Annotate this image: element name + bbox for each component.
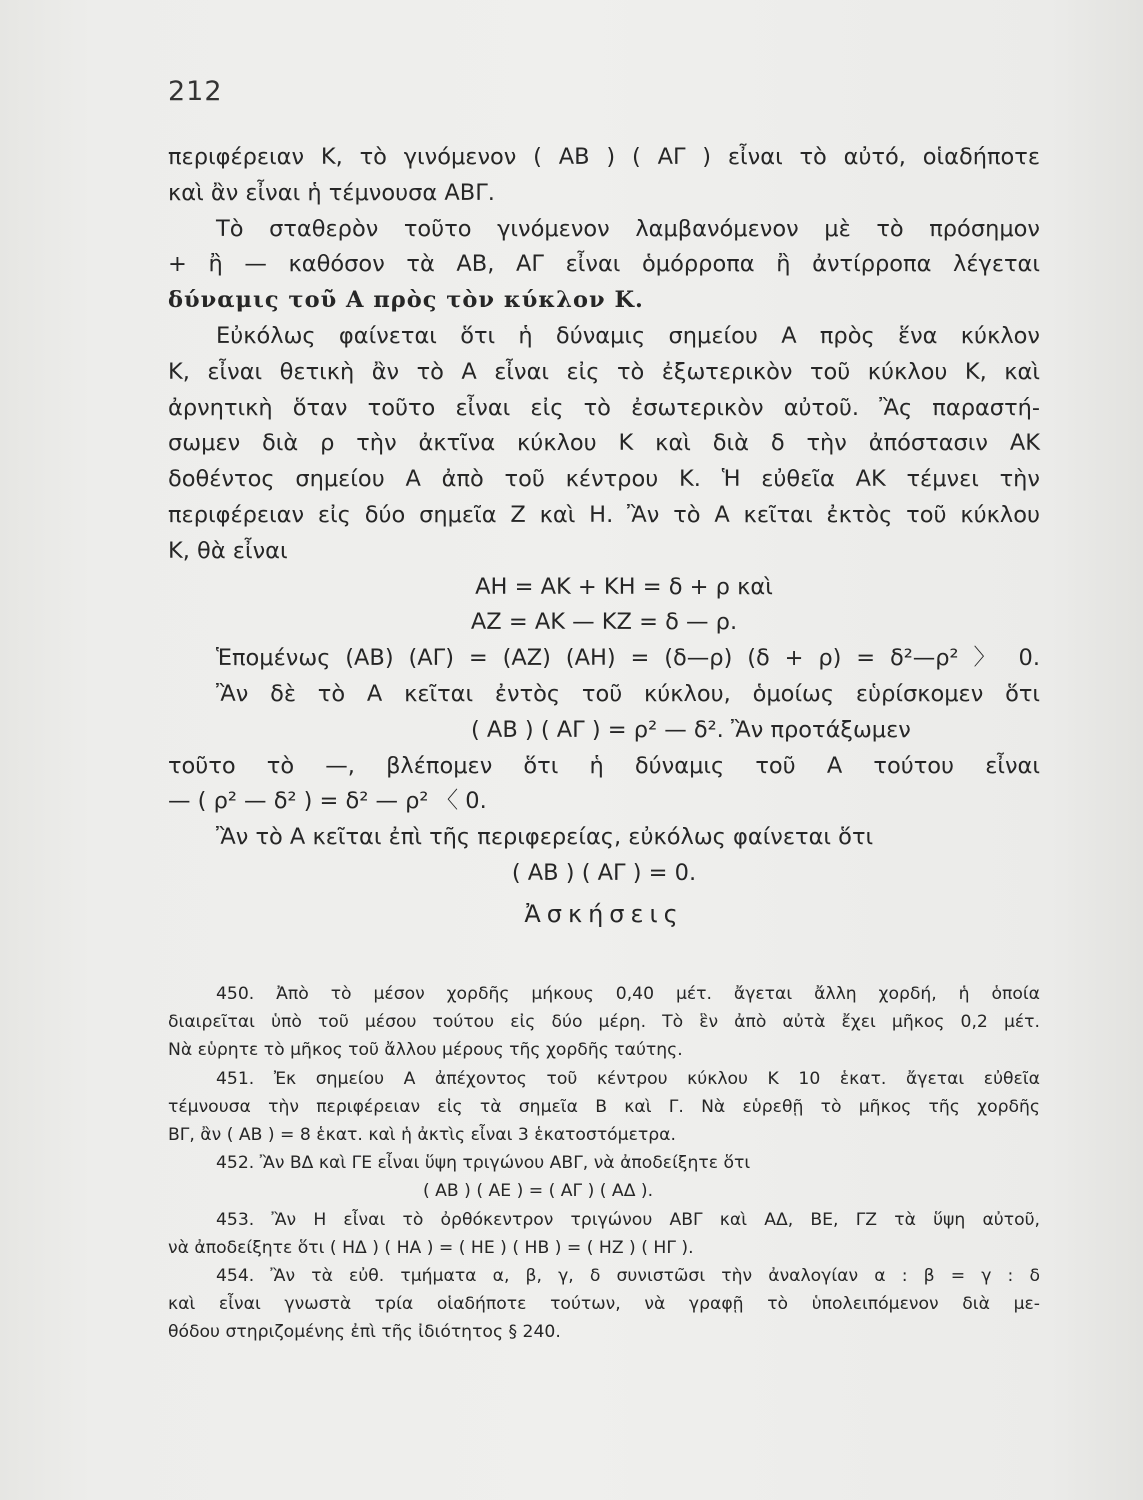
- text-line: περιφέρειαν Κ, τὸ γινόμενον ( ΑΒ ) ( ΑΓ ) εἶναι τὸ αὐτό, οἱαδήποτε: [168, 144, 1040, 170]
- text-line: περιφέρειαν εἰς δύο σημεῖα Ζ καὶ Η. Ἂν τὸ Α κεῖται ἐκτὸς τοῦ κύκλου: [168, 501, 1040, 528]
- text-line: ἀρνητικὴ ὅταν τοῦτο εἶναι εἰς τὸ ἐσωτερικὸν αὐτοῦ. Ἂς παραστή-: [168, 394, 1040, 421]
- section-heading: Ἀσκήσεις: [524, 900, 684, 928]
- equation: ΑΗ = ΑΚ + ΚΗ = δ + ρ καὶ: [475, 573, 773, 600]
- equation: ( ΑΒ ) ( ΑΓ ) = ρ² — δ². Ἂν προτάξωμεν: [471, 716, 911, 743]
- main-text: [168, 140, 1040, 892]
- exercise-line: διαιρεῖται ὑπὸ τοῦ μέσου τούτου εἰς δύο μέρη. Τὸ ἓν ἀπὸ αὐτὰ ἔχει μῆκος 0,2 μέτ.: [168, 1012, 1040, 1033]
- text-line: + ἢ — καθόσον τὰ ΑΒ, ΑΓ εἶναι ὁμόρροπα ἢ ἀντίρροπα λέγεται: [168, 251, 1040, 278]
- exercise-equation: ( ΑΒ ) ( ΑΕ ) = ( ΑΓ ) ( ΑΔ ).: [423, 1181, 654, 1202]
- exercise-line: 453. Ἂν Η εἶναι τὸ ὀρθόκεντρον τριγώνου ΑΒΓ καὶ ΑΔ, ΒΕ, ΓΖ τὰ ὕψη αὐτοῦ,: [216, 1209, 1040, 1230]
- equation: — ( ρ² — δ² ) = δ² — ρ² 〈 0.: [168, 788, 487, 815]
- text-line: Εὐκόλως φαίνεται ὅτι ἡ δύναμις σημείου Α πρὸς ἕνα κύκλον: [216, 322, 1040, 349]
- exercise-line: Νὰ εὑρητε τὸ μῆκος τοῦ ἄλλου μέρους τῆς χορδῆς ταύτης.: [168, 1040, 683, 1061]
- exercise-item: [168, 1149, 1040, 1205]
- text-line: τοῦτο τὸ —, βλέπομεν ὅτι ἡ δύναμις τοῦ Α τούτου εἶναι: [168, 752, 1040, 779]
- exercise-line: θόδου στηριζομένης ἐπὶ τῆς ἰδιότητος § 240.: [168, 1322, 561, 1343]
- exercise-line: 450. Ἀπὸ τὸ μέσον χορδῆς μήκους 0,40 μέτ. ἄγεται ἄλλη χορδή, ἡ ὁποία: [216, 984, 1040, 1004]
- exercise-line: 454. Ἂν τὰ εὐθ. τμήματα α, β, γ, δ συνιστῶσι τὴν ἀναλογίαν α : β = γ : δ: [216, 1266, 1040, 1287]
- exercise-item: [168, 1065, 1040, 1150]
- equation: Ἑπομένως (ΑΒ) (ΑΓ) = (ΑΖ) (ΑΗ) = (δ—ρ) (δ + ρ) = δ²—ρ² 〉 0.: [216, 645, 1040, 672]
- text-line: δοθέντος σημείου Α ἀπὸ τοῦ κέντρου Κ. Ἡ εὐθεῖα ΑΚ τέμνει τὴν: [168, 466, 1040, 493]
- exercise-item: [168, 1206, 1040, 1262]
- text-line: Ἂν δὲ τὸ Α κεῖται ἐντὸς τοῦ κύκλου, ὁμοίως εὑρίσκομεν ὅτι: [216, 680, 1040, 707]
- text-line: Κ, εἶναι θετικὴ ἂν τὸ Α εἶναι εἰς τὸ ἐξωτερικὸν τοῦ κύκλου Κ, καὶ: [168, 358, 1040, 385]
- exercise-line: τέμνουσα τὴν περιφέρειαν εἰς τὰ σημεῖα Β καὶ Γ. Νὰ εὑρεθῇ τὸ μῆκος τῆς χορδῆς: [168, 1096, 1040, 1117]
- exercise-line: καὶ εἶναι γνωστὰ τρία οἱαδήποτε τούτων, νὰ γραφῇ τὸ ὑπολειπόμενον διὰ με-: [168, 1294, 1040, 1315]
- text-line: Τὸ σταθερὸν τοῦτο γινόμενον λαμβανόμενον μὲ τὸ πρόσημον: [216, 215, 1040, 242]
- exercise-item: [168, 1262, 1040, 1347]
- exercise-line: νὰ ἀποδείξητε ὅτι ( ΗΔ ) ( ΗΑ ) = ( ΗΕ ) ( ΗΒ ) = ( ΗΖ ) ( ΗΓ ).: [168, 1237, 694, 1258]
- definition-term: δύναμις τοῦ Α πρὸς τὸν κύκλον Κ.: [168, 287, 644, 314]
- exercise-line: 452. Ἂν ΒΔ καὶ ΓΕ εἶναι ὕψη τριγώνου ΑΒΓ, νὰ ἀποδείξητε ὅτι: [216, 1153, 751, 1174]
- exercises-list: [168, 980, 1040, 1347]
- exercise-item: [168, 980, 1040, 1065]
- text-line: καὶ ἂν εἶναι ἡ τέμνουσα ΑΒΓ.: [168, 179, 495, 206]
- equation: ΑΖ = ΑΚ — ΚΖ = δ — ρ.: [470, 609, 738, 636]
- text-line: Κ, θὰ εἶναι: [168, 537, 288, 564]
- exercise-line: 451. Ἐκ σημείου Α ἀπέχοντος τοῦ κέντρου κύκλου Κ 10 ἑκατ. ἄγεται εὐθεῖα: [216, 1068, 1040, 1089]
- page-number: 212: [168, 76, 223, 107]
- text-line: σωμεν διὰ ρ τὴν ἀκτῖνα κύκλου Κ καὶ διὰ δ τὴν ἀπόστασιν ΑΚ: [168, 430, 1040, 457]
- exercise-line: ΒΓ, ἂν ( ΑΒ ) = 8 ἑκατ. καὶ ἡ ἀκτὶς εἶναι 3 ἑκατοστόμετρα.: [168, 1125, 676, 1146]
- equation: ( ΑΒ ) ( ΑΓ ) = 0.: [511, 859, 697, 886]
- text-line: Ἂν τὸ Α κεῖται ἐπὶ τῆς περιφερείας, εὐκόλως φαίνεται ὅτι: [216, 824, 874, 851]
